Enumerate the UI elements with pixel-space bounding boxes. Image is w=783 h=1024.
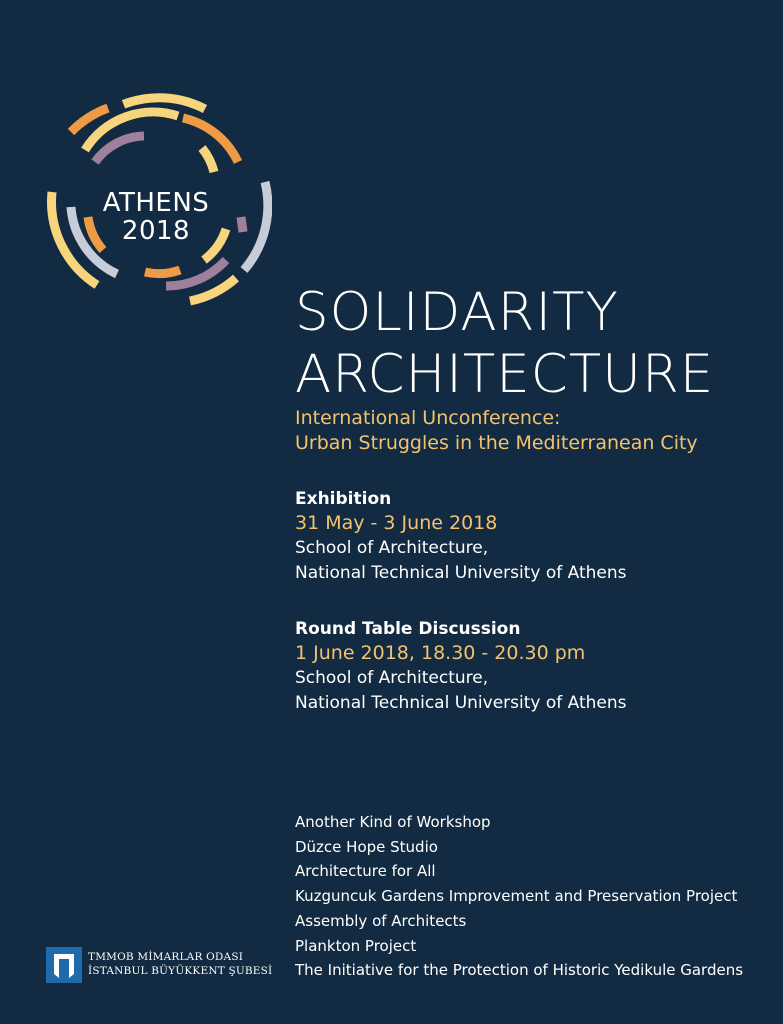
subtitle-line-2: Urban Struggles in the Mediterranean City bbox=[295, 432, 698, 454]
exhibition-heading: Exhibition bbox=[295, 489, 392, 509]
organizer-name bbox=[88, 950, 272, 978]
subtitle bbox=[295, 406, 698, 456]
list-item: The Initiative for the Protection of Historic Yedikule Gardens bbox=[295, 961, 744, 980]
athens-2018-logo bbox=[40, 92, 272, 314]
participants-list bbox=[295, 810, 743, 983]
list-item: Kuzguncuk Gardens Improvement and Preservation Project bbox=[295, 887, 738, 906]
logo-year: 2018 bbox=[121, 216, 191, 246]
round-table-section bbox=[295, 618, 627, 716]
list-item: Another Kind of Workshop bbox=[295, 813, 491, 831]
list-item: Assembly of Architects bbox=[295, 911, 467, 930]
title-line-1: SOLIDARITY bbox=[295, 282, 619, 343]
title-line-2: ARCHITECTURE bbox=[295, 344, 715, 405]
organizer-line-2: İSTANBUL BÜYÜKKENT ŞUBESİ bbox=[88, 965, 273, 977]
organizer-line-1: TMMOB MİMARLAR ODASI bbox=[88, 951, 244, 963]
chamber-of-architects-icon bbox=[46, 947, 82, 983]
round-table-heading: Round Table Discussion bbox=[295, 619, 521, 639]
list-item: Architecture for All bbox=[295, 862, 436, 881]
exhibition-venue-line-2: National Technical University of Athens bbox=[295, 563, 627, 583]
exhibition-date: 31 May - 3 June 2018 bbox=[295, 512, 498, 534]
page-title bbox=[295, 282, 714, 406]
round-table-venue-line-2: National Technical University of Athens bbox=[295, 693, 627, 713]
exhibition-venue-line-1: School of Architecture, bbox=[295, 538, 489, 558]
round-table-venue-line-1: School of Architecture, bbox=[295, 668, 489, 688]
exhibition-section bbox=[295, 488, 627, 586]
round-table-date: 1 June 2018, 18.30 - 20.30 pm bbox=[295, 642, 586, 664]
list-item: Düzce Hope Studio bbox=[295, 837, 438, 856]
subtitle-line-1: International Unconference: bbox=[295, 407, 561, 429]
logo-city: ATHENS bbox=[102, 188, 210, 218]
list-item: Plankton Project bbox=[295, 936, 417, 955]
